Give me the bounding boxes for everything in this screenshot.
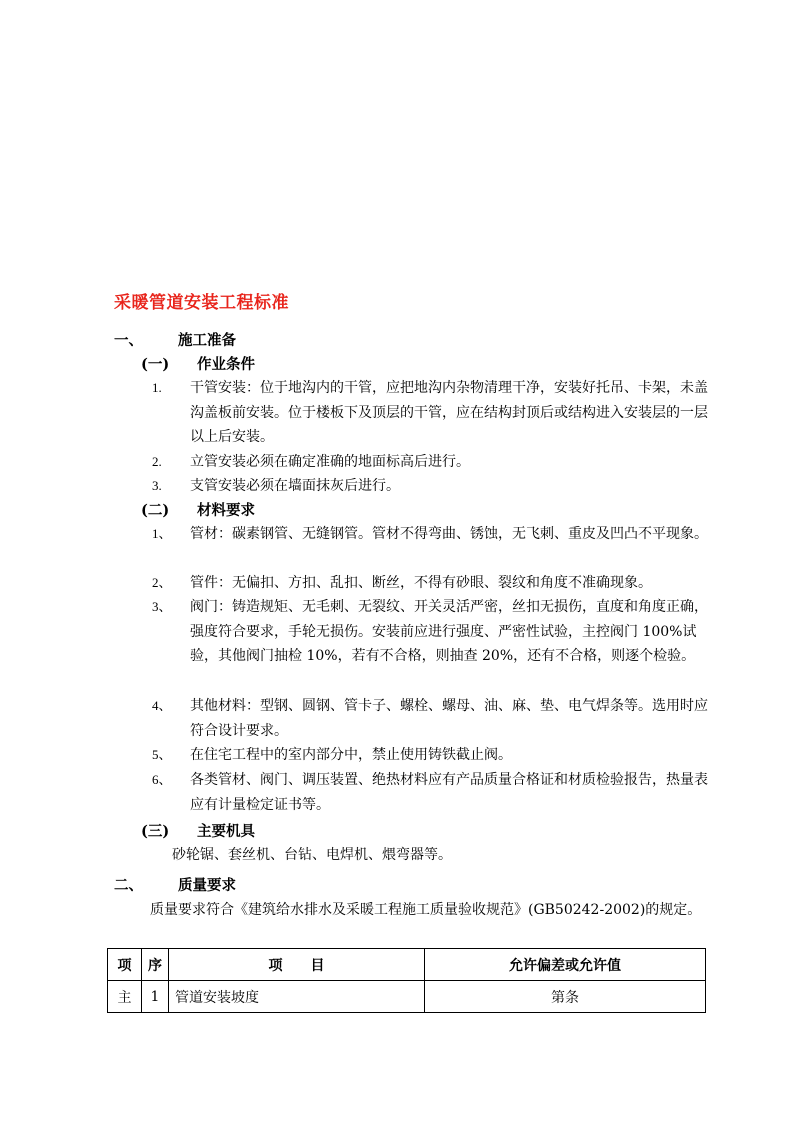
table-header-row: [108, 949, 706, 981]
list-item: [152, 376, 712, 450]
list-item-number: 2、: [152, 575, 172, 590]
subsection-number: (二): [141, 502, 170, 519]
list-item-number: 4、: [152, 698, 172, 713]
list-item: [152, 450, 712, 475]
list-item: [152, 768, 712, 817]
list-item-text: 管材：碳素钢管、无缝钢管。管材不得弯曲、锈蚀，无飞刺、重皮及凹凸不平现象。: [190, 526, 708, 542]
list-item-number: 3.: [152, 478, 162, 493]
subsection-heading-3: [141, 820, 255, 841]
list-item-number: 5、: [152, 747, 172, 762]
tools-text: 砂轮锯、套丝机、台钻、电焊机、煨弯器等。: [172, 847, 452, 863]
document-title: 采暖管道安装工程标准: [114, 293, 289, 313]
list-item: [152, 571, 712, 596]
list-item-text: 支管安装必须在墙面抹灰后进行。: [190, 478, 400, 494]
table-cell: 管道安装坡度: [169, 981, 425, 1013]
list-item-text: 干管安装：位于地沟内的干管，应把地沟内杂物清理干净，安装好托吊、卡架，未盖沟盖板前安装。位于楼板下及顶层的干管，应在结构封顶后或结构进入安装层的一层以上后安装。: [190, 380, 708, 445]
list-item-text: 管件：无偏扣、方扣、乱扣、断丝，不得有砂眼、裂纹和角度不准确现象。: [190, 575, 652, 591]
subsection-number: (一): [141, 356, 170, 373]
section-label: 质量要求: [178, 877, 236, 894]
list-item: [152, 522, 712, 547]
list-item-text: 在住宅工程中的室内部分中，禁止使用铸铁截止阀。: [190, 747, 512, 763]
list-item-number: 3、: [152, 599, 172, 614]
table-header-cell: 允许偏差或允许值: [425, 949, 706, 981]
table-cell: 第条: [425, 981, 706, 1013]
subsection-label: 主要机具: [197, 823, 255, 840]
table-cell: 1: [142, 981, 169, 1013]
list-item: [152, 743, 712, 768]
list-item-text: 立管安装必须在确定准确的地面标高后进行。: [190, 454, 470, 470]
table-header-cell: 项: [108, 949, 142, 981]
list-item-number: 1、: [152, 526, 172, 541]
quality-paragraph: 质量要求符合《建筑给水排水及采暖工程施工质量验收规范》(GB50242-2002)的规定。: [150, 902, 702, 918]
list-item-number: 6、: [152, 772, 172, 787]
section-number: 一、: [114, 332, 143, 349]
table-header-cell: 项 目: [169, 949, 425, 981]
table-row: [108, 981, 706, 1013]
table-header-cell: 序: [142, 949, 169, 981]
list-item: [152, 595, 712, 669]
list-item-text: 阀门：铸造规矩、无毛刺、无裂纹、开关灵活严密，丝扣无损伤，直度和角度正确，强度符合要求，手轮无损伤。安装前应进行强度、严密性试验，主控阀门 100%试验，其他阀门抽检 10%，若有不合格，则抽查 20%，还有不合格，则逐个检验。: [190, 599, 708, 664]
subsection-label: 材料要求: [197, 502, 255, 519]
subsection-heading-2: [141, 499, 255, 520]
list-item: [152, 694, 712, 743]
section-number: 二、: [114, 877, 143, 894]
section-heading-1: [114, 329, 236, 350]
subsection-heading-1: [141, 353, 255, 374]
subsection-number: (三): [141, 823, 170, 840]
list-item-text: 各类管材、阀门、调压装置、绝热材料应有产品质量合格证和材质检验报告，热量表应有计量检定证书等。: [190, 772, 708, 813]
quality-table: [107, 948, 706, 1013]
section-heading-2: [114, 874, 236, 895]
list-item-number: 2.: [152, 454, 162, 469]
subsection-label: 作业条件: [197, 356, 255, 373]
list-item-number: 1.: [152, 380, 162, 395]
table-cell: 主: [108, 981, 142, 1013]
section-label: 施工准备: [178, 332, 236, 349]
list-item: [152, 474, 712, 499]
list-item-text: 其他材料：型钢、圆钢、管卡子、螺栓、螺母、油、麻、垫、电气焊条等。选用时应符合设计要求。: [190, 698, 708, 739]
